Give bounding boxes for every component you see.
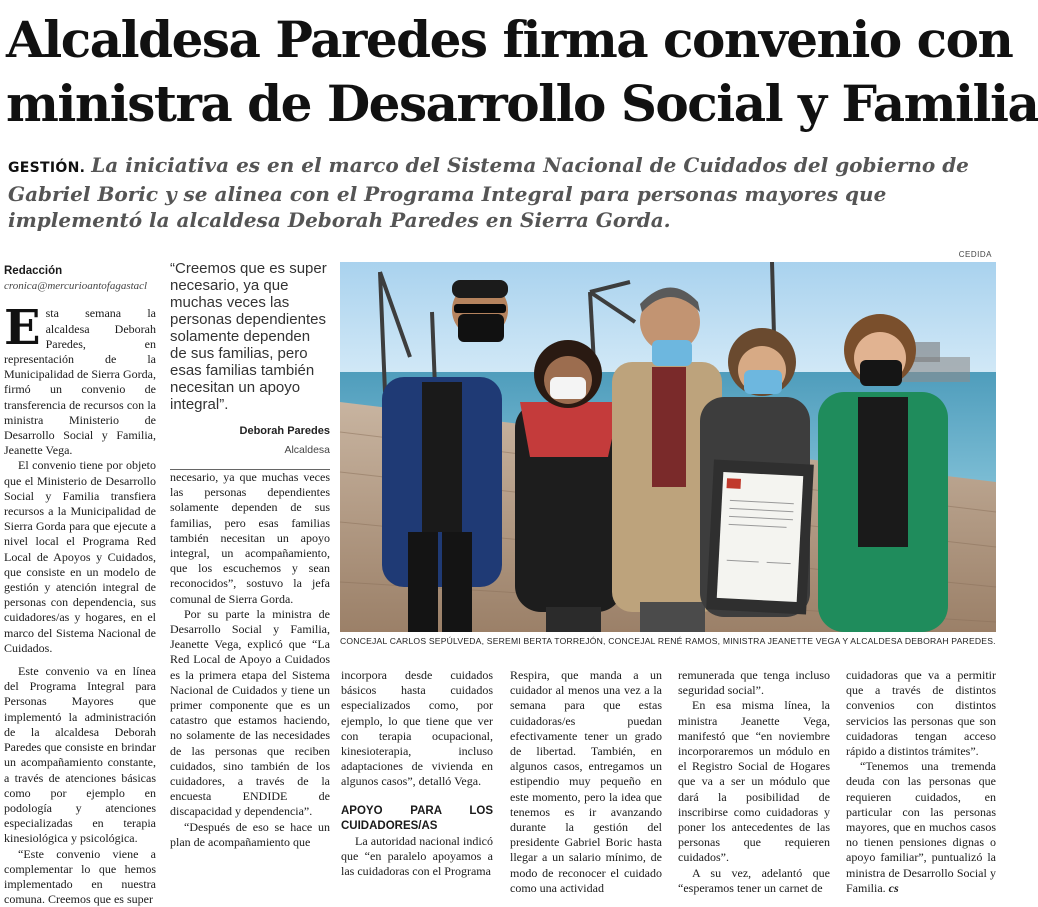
lead-paragraph — [8, 152, 992, 233]
paragraph: necesario, ya que muchas veces las personas dependientes solamente dependen de sus familias, pero esas familias también necesitan un apoyo integral, un acompañamiento, que los escuchemos y sean reconocidos”, sostuvo la jefa comunal de Sierra Gorda. — [170, 470, 330, 606]
headline-line-1: Alcaldesa Paredes firma convenio con — [6, 10, 1013, 69]
section-subhead: APOYO PARA LOS CUIDADORES/AS — [341, 804, 493, 832]
paragraph: Esta semana la alcaldesa Deborah Paredes, en representación de la Municipalidad de Sierra Gorda, firmó un convenio de transferencia de recursos con la ministra Ministerio de Desarrollo Social y Familia, Jeanette Vega. — [4, 300, 156, 458]
paragraph: Este convenio va en línea del Programa Integral para Personas Mayores que implementó la administración de la alcaldesa Deborah Paredes que consiste en brindar un acompañamiento constante, a través de atenciones básicas como por ejemplo en podología y atenciones especializadas en terapia kinesiológica y psicológica. — [4, 664, 156, 846]
article-photo — [340, 262, 996, 632]
paragraph: remunerada que tenga incluso seguridad social”. — [678, 668, 830, 698]
pull-quote-text: “Creemos que es super necesario, ya que muchas veces las personas dependientes solamente dependen de sus familias, pero esas familias también necesitan un apoyo integral”. — [170, 260, 327, 413]
end-mark: cs — [888, 880, 899, 895]
paragraph: incorpora desde cuidados básicos hasta cuidados especializados como, por ejemplo, lo que tiene que ver con terapia ocupacional, kinesioterapia, incluso adaptaciones de vivienda en algunos casos”, detalló Vega. — [341, 668, 493, 789]
article-column-4 — [510, 668, 662, 896]
paragraph: Respira, que manda a un cuidador al menos una vez a la semana para que estas cuidadoras/es puedan efectivamente tener un grado de libertad. También, en algunos casos, entregamos un estipendio muy pequeño en este momento, pero la idea que tenemos es ir avanzando durante la gestión del presidente Gabriel Boric hasta llegar a un salario mínimo, de modo de reconocer el cuidado como una actividad — [510, 668, 662, 895]
article-column-2 — [170, 470, 330, 850]
photo-credit: CEDIDA — [958, 250, 992, 259]
drop-cap: E — [4, 300, 41, 357]
article-column-6 — [846, 668, 996, 896]
byline-email: cronica@mercurioantofagastacl — [4, 280, 148, 293]
paragraph: “Después de eso se hace un plan de acompañamiento que — [170, 819, 330, 849]
paragraph: “Tenemos una tremenda deuda con las personas que requieren cuidados, en particular con las personas mayores, que en muchos casos no tienen pensiones dignas o apoyo familiar”, puntualizó la ministra de Desarrollo Social y Familia. cs — [846, 759, 996, 895]
paragraph: En esa misma línea, la ministra Jeanette Vega, manifestó que “en noviembre incorporaremos un módulo en el Registro Social de Hogares que va a ser un módulo que dará la posibilidad de inscribirse como cuidadoras y poner los antecedentes de las personas que requieren cuidados”. — [678, 698, 830, 865]
article-column-5 — [678, 668, 830, 896]
article-column-1 — [4, 264, 156, 907]
byline-name: Redacción — [4, 265, 63, 277]
paragraph: La autoridad nacional indicó que “en paralelo apoyamos a las cuidadoras con el Programa — [341, 833, 493, 879]
paragraph: “Este convenio viene a complementar lo que hemos implementado en nuestra comuna. Creemos que es super — [4, 846, 156, 907]
photo-caption: CONCEJAL CARLOS SEPÚLVEDA, SEREMI BERTA TORREJÓN, CONCEJAL RENÉ RAMOS, MINISTRA JEANETTE VEGA Y ALCALDESA DEBORAH PAREDES. — [340, 636, 996, 646]
photo-illustration — [340, 262, 996, 632]
headline — [6, 8, 1038, 136]
headline-line-2: ministra de Desarrollo Social y Familia — [6, 74, 1038, 133]
pull-quote — [170, 260, 330, 470]
article-column-3 — [341, 668, 493, 879]
paragraph: cuidadoras que va a permitir que a través de distintos convenios con distintos servicios las personas que son cuidadoras tengan acceso rápido a distintos trámites”. — [846, 668, 996, 759]
paragraph: El convenio tiene por objeto que el Ministerio de Desarrollo Social y Familia transfiera recursos a la Municipalidad de Sierra Gorda para que ejecute a nivel local el Programa Red Local de Apoyos y Cuidados, que consiste en un modelo de gestión y atención integral de personas con dependencia, sus cuidadores/as y hogares, en el marco del Sistema Nacional de Cuidados. — [4, 458, 156, 655]
section-kicker: GESTIÓN. — [8, 160, 86, 176]
paragraph: A su vez, adelantó que “esperamos tener un carnet de — [678, 865, 830, 895]
paragraph: Por su parte la ministra de Desarrollo Social y Familia, Jeanette Vega, explicó que “La Red Local de Apoyo a Cuidados es la primera etapa del Sistema Nacional de Cuidados y tiene un primer componente que es un catastro que estamos haciendo, no solamente de las necesidades de las personas que reciben cuidados, sino también de los cuidadores, a través de la encuesta ENDIDE de discapacidad y dependencia”. — [170, 606, 330, 819]
pull-quote-author: Deborah Paredes — [239, 425, 330, 437]
lead-text: La iniciativa es en el marco del Sistema Nacional de Cuidados del gobierno de Gabriel Boric y se alinea con el Programa Integral para personas mayores que implementó la alcaldesa Deborah Paredes en Sierra Gorda. — [8, 153, 969, 232]
pull-quote-role: Alcaldesa — [284, 444, 330, 456]
